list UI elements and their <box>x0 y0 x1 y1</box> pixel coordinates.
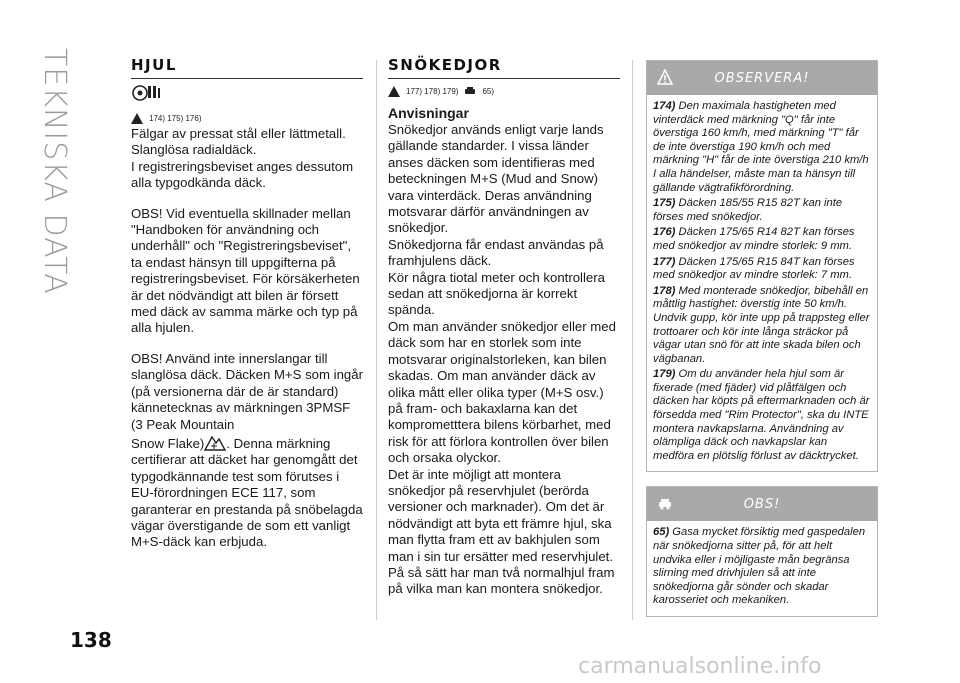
warning-triangle-icon <box>388 86 400 97</box>
hjul-refs: 174) 175) 176) <box>131 110 363 126</box>
warning-triangle-icon <box>657 69 673 85</box>
3pmsf-mountain-snowflake-icon <box>204 433 226 451</box>
note-item: 176) Däcken 175/65 R14 82T kan förses med snökedjor av mindre storlek: 9 mm. <box>653 226 855 252</box>
hjul-paragraph: I registreringsbeviset anges dessutom alla typgodkända däck. <box>131 158 354 191</box>
hjul-paragraph: Slanglösa radialdäck. <box>131 142 257 158</box>
snokedjor-paragraph: Snökedjorna får endast användas på framhjulens däck. <box>388 236 604 269</box>
note-item: 175) Däcken 185/55 R15 82T kan inte förses med snökedjor. <box>653 197 843 223</box>
section-side-label: TEKNISKA DATA <box>37 48 72 295</box>
watermark: carmanualsonline.info <box>578 654 822 679</box>
column-divider <box>632 60 633 620</box>
snokedjor-paragraph: Det är inte möjligt att montera snökedjor på reservhjulet (berörda versioner och marknader). Om det är nödvändigt att byta ett främre hjul, ska man flytta fram ett av bakhjulen som man i sin tur ersätter med reservhjulet. På så sätt har man två normalhjul fram på vilka man kan montera snökedjor. <box>388 466 615 597</box>
wheel-icon <box>131 83 161 101</box>
note-item: 177) Däcken 175/65 R15 84T kan förses med snökedjor av mindre storlek: 7 mm. <box>653 255 855 282</box>
hjul-paragraph: Fälgar av pressat stål eller lättmetall. <box>131 126 346 141</box>
notes-column <box>646 60 878 631</box>
note-item: 179) Om du använder hela hjul som är fixerade (med fjäder) vid plåtfälgen och däcken har köpts på eftermarknaden och är försedda med "Rim Protector", ska du INTE montera navkapslarna. Användning av olämpliga däck och navkapslar kan medföra en plötslig förlust av däcktrycket. <box>653 368 870 462</box>
snokedjor-paragraph: Om man använder snökedjor eller med däck som har en storlek som inte motsvarar originalstorleken, kan bilen skadas. Om man använder däck av olika mått eller olika typer (M+S osv.) på fram- och bakaxlarna kan det komprometttera bilens körbarhet, med risk för att förlora kontrollen över bilen och orsaka olyckor. <box>388 318 616 466</box>
obs-box <box>646 486 878 617</box>
hjul-title: HJUL <box>131 56 363 79</box>
snokedjor-refs: 177) 178) 179) 65) <box>388 83 620 99</box>
page-number: 138 <box>70 628 112 652</box>
snokedjor-section <box>388 56 620 598</box>
hjul-paragraph: OBS! Använd inte innerslangar till slanglösa däck. Däcken M+S som ingår (på versionerna där de är standard) kännetecknas av märkningen 3PMSF (3 Peak Mountain <box>131 350 363 432</box>
obs-notes <box>647 521 877 616</box>
hjul-paragraph: OBS! Vid eventuella skillnader mellan "Handboken för användning och underhåll" och "Registreringsbeviset", ta endast hänsyn till uppgifterna på registreringsbeviset. För körsäkerheten är det nödvändigt att bilen är försett med däck av samma märke och typ på alla hjulen. <box>131 205 360 336</box>
hjul-snowflake-line: Snow Flake) . Denna märkning <box>131 433 363 452</box>
hjul-paragraph: certifierar att däcket har genomgått det typgodkännande test som förutses i EU-förordningen ECE 117, som garanterar en prestanda på snöbelagda vägar överstigande de som ett vanligt M+S-däck kan erbjuda. <box>131 452 363 550</box>
obs-header: OBS! <box>647 487 877 521</box>
note-item: 178) Med monterade snökedjor, bibehåll en måttlig hastighet: överstig inte 50 km/h. Undvik gupp, kör inte upp på trappsteg eller trottoarer och kör inte långa sträckor på vägar utan snö för att inte skada bilen och vägbanan. <box>653 284 870 365</box>
observera-header: OBSERVERA! <box>647 61 877 95</box>
snokedjor-title: SNÖKEDJOR <box>388 56 620 79</box>
snokedjor-paragraph: Kör några tiotal meter och kontrollera sedan att snökedjorna är korrekt spända. <box>388 269 605 318</box>
car-caution-icon <box>657 495 673 511</box>
observera-notes <box>647 95 877 471</box>
hjul-section <box>131 56 363 551</box>
column-divider <box>376 60 377 620</box>
note-item: 174) Den maximala hastigheten med vinterdäck med märkning "Q" får inte överstiga 160 km/h, med märkning "T" får de inte överstiga 190 km/h och med märkning "H" får de inte överstiga 210 km/h I alla händelser, måste man ta hänsyn till gällande vägtrafikförordning. <box>653 100 869 194</box>
warning-triangle-icon <box>131 113 143 124</box>
snokedjor-paragraph: Snökedjor används enligt varje lands gällande standarder. I vissa länder anses däcken som identifieras med beteckningen M+S (Mud and Snow) vara vinterdäck. Deras användning motsvarar därför användningen av snökedjor. <box>388 122 604 236</box>
snokedjor-subtitle: Anvisningar <box>388 105 469 121</box>
note-item: 65) Gasa mycket försiktig med gaspedalen när snökedjorna sitter på, för att helt undvika eller i möjligaste mån begränsa slirning med drivhjulen så att inte snökedjorna går sönder och skadar karosseriet och mekaniken. <box>653 526 866 607</box>
observera-box <box>646 60 878 472</box>
car-caution-icon <box>464 86 476 96</box>
